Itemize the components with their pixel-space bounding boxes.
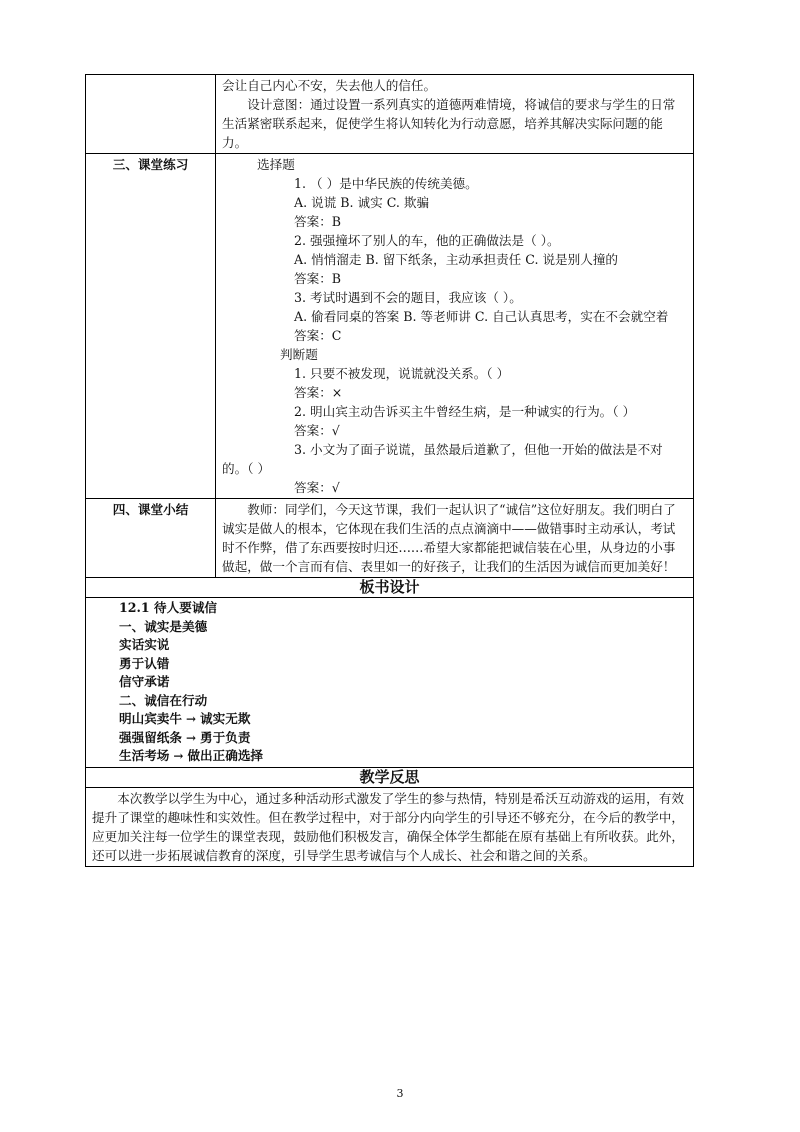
arrow-right-icon: → [185,730,197,745]
continuation-content [216,75,694,154]
board-content-row [86,598,694,768]
practice-label: 三、课堂练习 [86,154,216,499]
board-item: 实话实说 [119,637,170,652]
board-design-content [86,598,694,768]
lesson-plan-table [85,74,694,867]
board-pair [119,747,693,766]
design-intent-text: 设计意图：通过设置一系列真实的道德两难情境，将诚信的要求与学生的日常生活紧密联系起来，促使学生将认知转化为行动意愿，培养其解决实际问题的能力。 [222,97,676,150]
board-part-1: 一、诚实是美德 [119,618,208,634]
board-pair [119,729,693,748]
mc-answer-2: 答案：B [294,271,342,286]
continuation-label-cell [86,75,216,154]
mc-options-3: A. 偷看同桌的答案 B. 等老师讲 C. 自己认真思考，实在不会就空着 [294,309,669,324]
reflection-content [86,787,694,866]
reflection-content-row [86,787,694,866]
mc-options-2: A. 悄悄溜走 B. 留下纸条，主动承担责任 C. 说是别人撞的 [294,252,619,267]
reflection-text: 本次教学以学生为中心，通过多种活动形式激发了学生的参与热情，特别是希沃互动游戏的运用，有效提升了课堂的趣味性和实效性。但在教学过程中，对于部分内向学生的引导还不够充分，在今后的教学中，应更加关注每一位学生的课堂表现，鼓励他们积极发言，确保全体学生都能在原有基础上有所收获。此外，还可以进一步拓展诚信教育的深度，引导学生思考诚信与个人成长、社会和谐之间的关系。 [92,790,684,863]
tf-answer-2: 答案：√ [294,423,340,438]
board-part-2: 二、诚信在行动 [119,692,208,708]
practice-content [216,154,694,499]
board-header-row [86,578,694,598]
reflection-header-row [86,767,694,787]
tf-question-3: 3. 小文为了面子说谎，虽然最后道歉了，但他一开始的做法是不对的。（ ） [222,442,663,476]
board-design-header: 板书设计 [86,578,694,598]
arrow-right-icon: → [185,712,197,726]
board-pair-left: 明山宾卖牛 [119,711,182,726]
mc-question-2: 2. 强强撞坏了别人的车，他的正确做法是（ ）。 [294,233,560,248]
summary-label: 四、课堂小结 [86,499,216,578]
board-item: 信守承诺 [119,674,170,689]
continuation-row [86,75,694,154]
board-pair-right: 勇于负责 [200,729,251,745]
board-pair-left: 强强留纸条 [119,729,182,745]
mc-answer-1: 答案：B [294,214,342,229]
board-pair-left: 生活考场 [119,748,170,763]
tf-answer-3: 答案：√ [294,480,340,495]
tf-answer-1: 答案：× [294,385,343,400]
summary-row [86,499,694,578]
mc-answer-3: 答案：C [294,328,342,343]
arrow-right-icon: → [173,749,184,763]
board-pair [119,710,693,729]
page-number: 3 [396,1087,404,1100]
tf-question-2: 2. 明山宾主动告诉买主牛曾经生病，是一种诚实的行为。（ ） [294,404,636,419]
summary-text: 教师：同学们，今天这节课，我们一起认识了“诚信”这位好朋友。我们明白了诚实是做人的根本，它体现在我们生活的点点滴滴中——做错事时主动承认，考试时不作弊，借了东西要按时归还……希望大家都能把诚信装在心里，从身边的小事做起，做一个言而有信、表里如一的好孩子，让我们的生活因为诚信而更加美好！ [222,502,676,574]
board-title: 12.1 待人要诚信 [119,600,218,615]
mc-question-1: 1. （ ）是中华民族的传统美德。 [294,176,478,191]
practice-row [86,154,694,499]
board-pair-right: 做出正确选择 [187,748,263,763]
board-item: 勇于认错 [119,655,170,671]
continuation-line: 会让自己内心不安，失去他人的信任。 [222,78,437,93]
board-pair-right: 诚实无欺 [200,711,251,726]
tf-question-1: 1. 只要不被发现，说谎就没关系。（ ） [294,366,510,381]
mc-title: 选择题 [257,157,295,172]
reflection-header: 教学反思 [86,767,694,787]
mc-options-1: A. 说谎 B. 诚实 C. 欺骗 [294,195,430,210]
summary-content [216,499,694,578]
tf-title: 判断题 [280,347,318,362]
mc-question-3: 3. 考试时遇到不会的题目，我应该（ ）。 [294,290,522,305]
